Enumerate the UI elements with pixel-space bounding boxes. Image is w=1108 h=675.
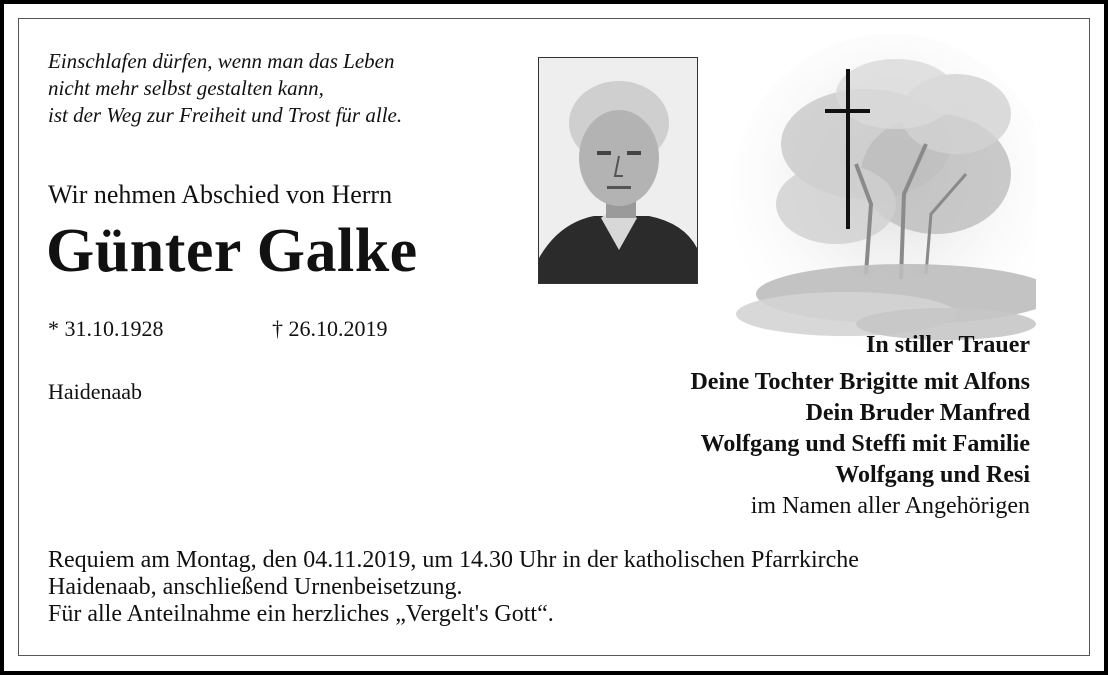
hometown: Haidenaab <box>48 379 143 404</box>
mourner-line: Wolfgang und Steffi mit Familie <box>700 431 1030 457</box>
service-line: Haidenaab, anschließend Urnenbeisetzung. <box>48 574 463 600</box>
obituary-notice <box>4 4 1104 671</box>
mourner-line: Deine Tochter Brigitte mit Alfons <box>690 369 1030 395</box>
mourners-block <box>690 330 1030 522</box>
mourners-note: im Namen aller Angehörigen <box>750 493 1030 519</box>
deceased-name: Günter Galke <box>46 217 418 285</box>
farewell-line: Wir nehmen Abschied von Herrn <box>48 180 393 209</box>
motto-verse <box>48 48 402 129</box>
motto-line: ist der Weg zur Freiheit und Trost für alle. <box>48 103 403 127</box>
death-date: † 26.10.2019 <box>272 316 388 341</box>
mourner-line: Wolfgang und Resi <box>835 462 1030 488</box>
service-info <box>48 547 859 628</box>
birth-date: * 31.10.1928 <box>48 316 164 341</box>
tree-cross-illustration <box>726 34 1036 364</box>
motto-line: nicht mehr selbst gestalten kann, <box>48 76 324 100</box>
motto-line: Einschlafen dürfen, wenn man das Leben <box>48 49 395 73</box>
thanks-line: Für alle Anteilnahme ein herzliches „Vergelt's Gott“. <box>48 601 554 627</box>
mourner-line: Dein Bruder Manfred <box>805 400 1030 426</box>
portrait-photo <box>538 57 698 284</box>
service-line: Requiem am Montag, den 04.11.2019, um 14.30 Uhr in der katholischen Pfarrkirche <box>48 547 859 573</box>
mourning-heading: In stiller Trauer <box>866 332 1030 358</box>
